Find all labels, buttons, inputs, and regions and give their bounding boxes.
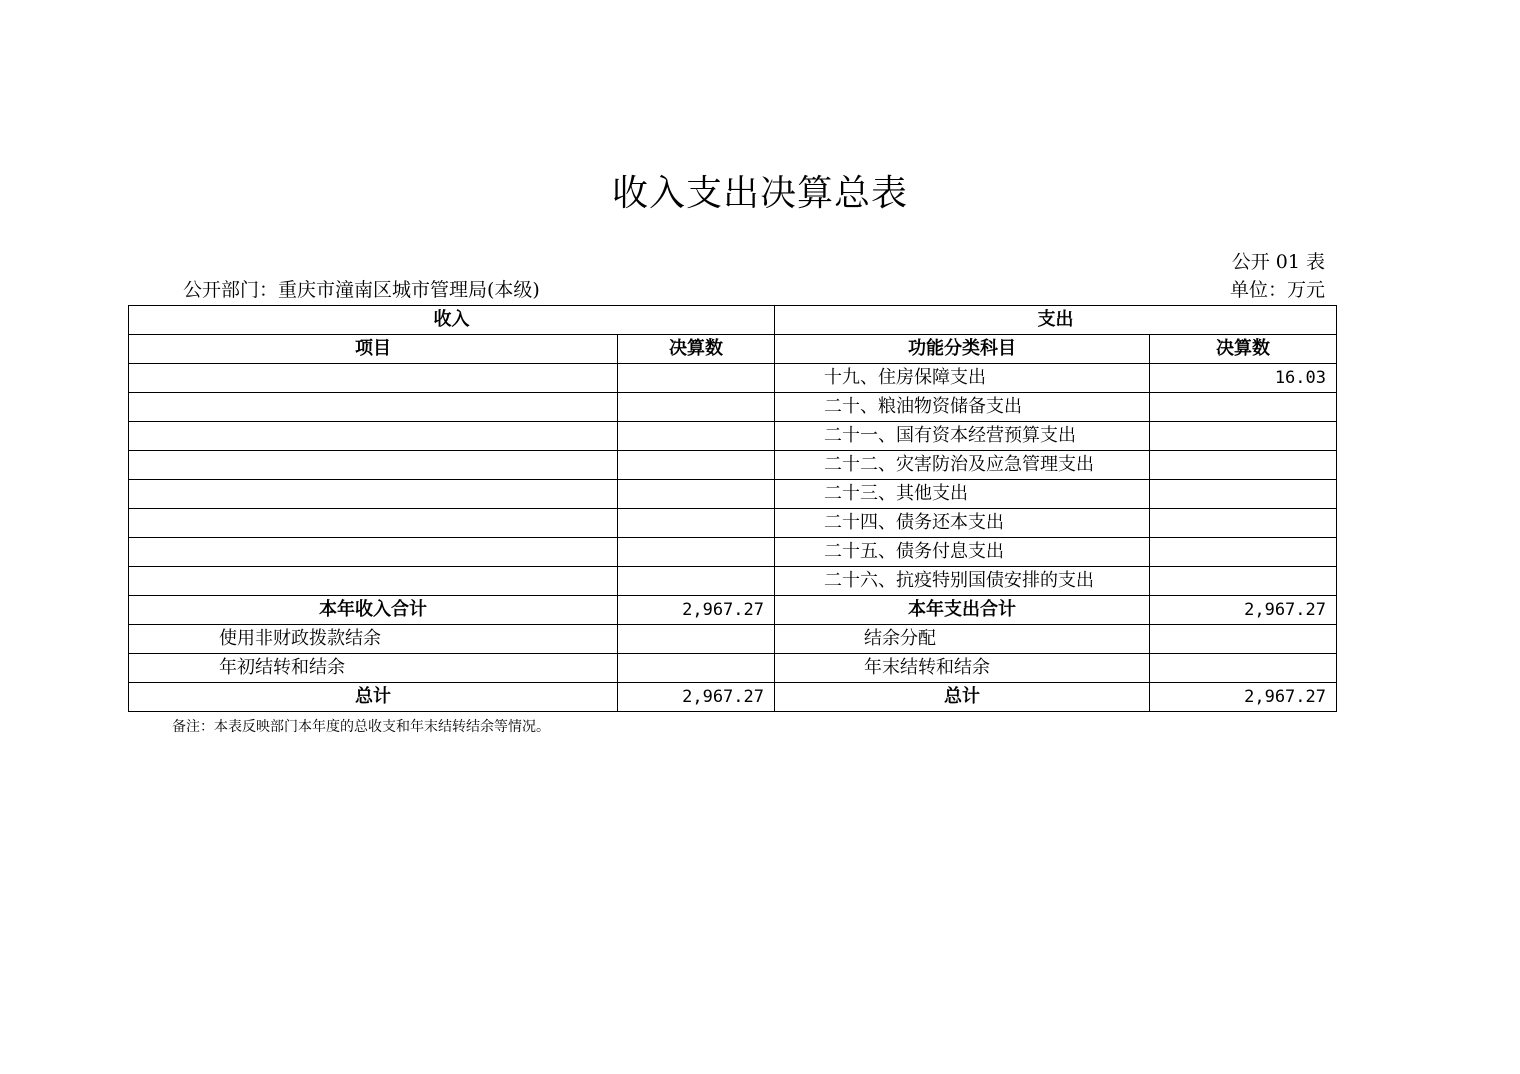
- income-header: 收入: [129, 306, 775, 335]
- department-label: 公开部门：重庆市潼南区城市管理局(本级): [183, 279, 540, 301]
- income-amount-cell: [618, 567, 775, 596]
- nonfiscal-row: [129, 625, 1337, 654]
- income-item-cell: [129, 393, 618, 422]
- income-amount-cell: [618, 538, 775, 567]
- expense-total-label: 本年支出合计: [775, 596, 1150, 625]
- expense-amount-cell: [1150, 480, 1337, 509]
- income-amount-cell: [618, 451, 775, 480]
- expense-row: [129, 422, 1337, 451]
- expense-item-cell: 二十四、债务还本支出: [775, 509, 1150, 538]
- income-item-cell: [129, 538, 618, 567]
- header-row-columns: [129, 335, 1337, 364]
- income-amount-cell: [618, 364, 775, 393]
- nonfiscal-label: 使用非财政拨款结余: [129, 625, 618, 654]
- end-carryover-value: [1150, 654, 1337, 683]
- expense-row: [129, 538, 1337, 567]
- income-item-cell: [129, 480, 618, 509]
- grand-total-income-label: 总计: [129, 683, 618, 712]
- end-carryover-label: 年末结转和结余: [775, 654, 1150, 683]
- income-total-label: 本年收入合计: [129, 596, 618, 625]
- expense-amount-column-header: 决算数: [1150, 335, 1337, 364]
- grand-total-expense-label: 总计: [775, 683, 1150, 712]
- income-amount-cell: [618, 509, 775, 538]
- page-title: 收入支出决算总表: [611, 173, 908, 214]
- expense-amount-cell: [1150, 422, 1337, 451]
- expense-amount-cell: [1150, 393, 1337, 422]
- expense-item-cell: 二十二、灾害防治及应急管理支出: [775, 451, 1150, 480]
- begin-carryover-label: 年初结转和结余: [129, 654, 618, 683]
- income-amount-cell: [618, 480, 775, 509]
- nonfiscal-value: [618, 625, 775, 654]
- expense-item-cell: 二十、粮油物资储备支出: [775, 393, 1150, 422]
- expense-amount-cell: [1150, 509, 1337, 538]
- expense-item-cell: 十九、住房保障支出: [775, 364, 1150, 393]
- income-item-cell: [129, 364, 618, 393]
- income-amount-cell: [618, 393, 775, 422]
- surplus-distribution-label: 结余分配: [775, 625, 1150, 654]
- expense-amount-cell: [1150, 567, 1337, 596]
- expense-item-cell: 二十一、国有资本经营预算支出: [775, 422, 1150, 451]
- expense-header: 支出: [775, 306, 1337, 335]
- grand-total-income-value: 2,967.27: [618, 683, 775, 712]
- expense-row: [129, 509, 1337, 538]
- form-number: 公开 01 表: [1231, 251, 1325, 273]
- begin-carryover-value: [618, 654, 775, 683]
- expense-total-value: 2,967.27: [1150, 596, 1337, 625]
- income-item-cell: [129, 567, 618, 596]
- grand-total-expense-value: 2,967.27: [1150, 683, 1337, 712]
- expense-row: [129, 364, 1337, 393]
- expense-row: [129, 480, 1337, 509]
- expense-row: [129, 567, 1337, 596]
- budget-table: [128, 305, 1337, 712]
- expense-amount-cell: [1150, 538, 1337, 567]
- expense-item-cell: 二十五、债务付息支出: [775, 538, 1150, 567]
- carryover-row: [129, 654, 1337, 683]
- expense-item-cell: 二十三、其他支出: [775, 480, 1150, 509]
- item-column-header: 项目: [129, 335, 618, 364]
- income-item-cell: [129, 451, 618, 480]
- income-item-cell: [129, 509, 618, 538]
- grand-total-row: [129, 683, 1337, 712]
- header-row-group: [129, 306, 1337, 335]
- expense-amount-cell: 16.03: [1150, 364, 1337, 393]
- income-item-cell: [129, 422, 618, 451]
- surplus-distribution-value: [1150, 625, 1337, 654]
- income-total-value: 2,967.27: [618, 596, 775, 625]
- income-amount-column-header: 决算数: [618, 335, 775, 364]
- expense-item-cell: 二十六、抗疫特别国债安排的支出: [775, 567, 1150, 596]
- income-amount-cell: [618, 422, 775, 451]
- table-note: 备注：本表反映部门本年度的总收支和年末结转结余等情况。: [172, 719, 550, 735]
- expense-amount-cell: [1150, 451, 1337, 480]
- annual-total-row: [129, 596, 1337, 625]
- expense-row: [129, 451, 1337, 480]
- expense-row: [129, 393, 1337, 422]
- unit-label: 单位：万元: [1229, 279, 1325, 301]
- func-category-column-header: 功能分类科目: [775, 335, 1150, 364]
